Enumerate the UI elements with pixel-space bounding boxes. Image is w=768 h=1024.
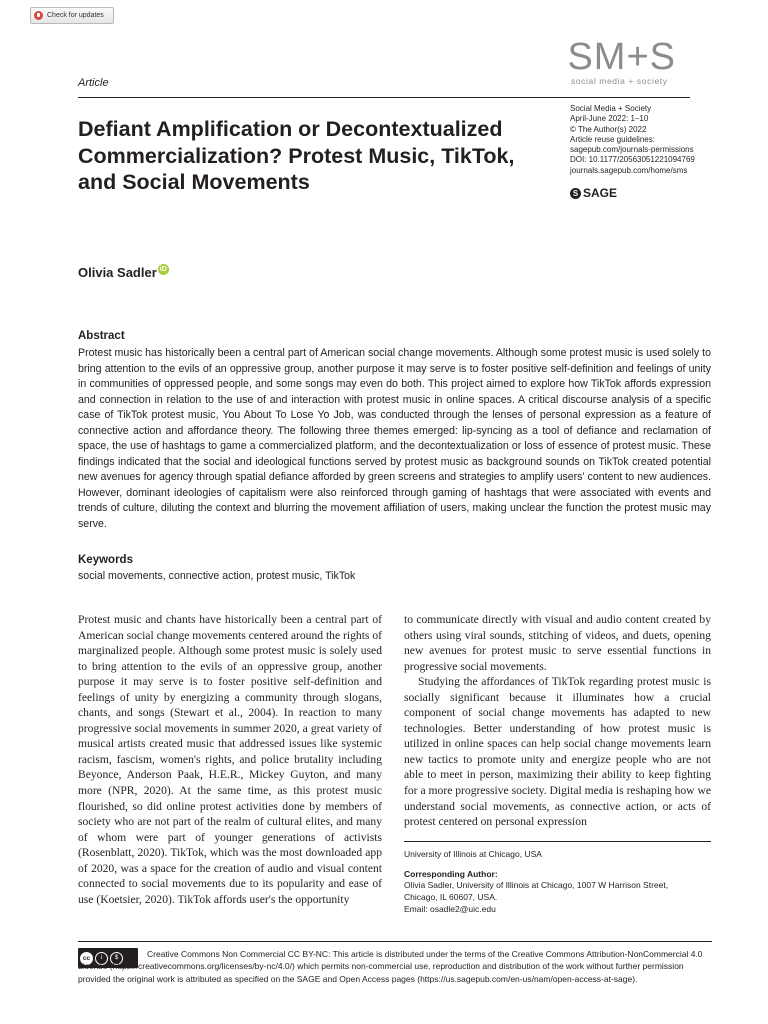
author-name: Olivia Sadler <box>78 265 157 280</box>
keywords-heading: Keywords <box>78 554 133 566</box>
journal-logo: SM+S <box>567 36 676 78</box>
orcid-icon[interactable]: iD <box>159 266 167 273</box>
meta-copyright: © The Author(s) 2022 <box>570 124 647 134</box>
abstract-heading: Abstract <box>78 330 125 342</box>
meta-permissions-link[interactable]: sagepub.com/journals-permissions <box>570 145 694 155</box>
sage-icon: S <box>570 188 581 199</box>
article-title: Defiant Amplification or Decontextualized Commercialization? Protest Music, TikTok, and Social Movements <box>78 117 515 194</box>
article-type-label: Article <box>78 77 109 89</box>
crossmark-icon <box>34 11 43 20</box>
meta-journal: Social Media + Society <box>570 104 652 113</box>
author-line <box>78 265 169 280</box>
by-icon: i <box>95 952 108 965</box>
corresponding-author-email[interactable]: Email: osadle2@uic.edu <box>404 903 496 914</box>
footnote-divider <box>404 841 711 842</box>
corresponding-author-line: Olivia Sadler, University of Illinois at Chicago, 1007 W Harrison Street, <box>404 880 669 891</box>
keywords-text: social movements, connective action, protest music, TikTok <box>78 570 356 582</box>
corresponding-author-heading: Corresponding Author: <box>404 868 498 879</box>
body-column-left <box>78 612 382 907</box>
cc-icon: cc <box>80 952 93 965</box>
license-text: Creative Commons Non Commercial CC BY-NC: This article is distributed under the terms of the Creative Commons Attribution-NonCommercial 4.0 License (https://creativecommons.org/licenses/by-nc/4.0/) which permits non-commercial use, reproduction and distribution of the work without further permission provided the original work is attributed as specified on the SAGE and Open Access pages (https://us.sagepub.com/en-us/nam/open-access-at-sage). <box>78 949 703 984</box>
affiliation: University of Illinois at Chicago, USA <box>404 849 542 859</box>
body-paragraph: Studying the affordances of TikTok regarding protest music is socially significant because it illuminates how a crucial component of social change movements has adapted to new technologies. Better understanding of how protest music is utilized in online spaces can help social change movements learn new tactics to promote unity and energize people who are not able to meet in person, maximizing their ability to keep fighting for a more progressive society. Digital media is reshaping how we understand social movements, as connective action, or acts of protest centered on personal expression <box>404 675 711 829</box>
body-paragraph: Protest music and chants have historically been a central part of American social change movements centered around the rights of marginalized people. Although some protest music is solely used to bring attention to the evils of an oppressive group, another purpose it may serve is to foster positive self-definition and feelings of unity by energizing a community through slogans, chants, and songs (Stewart et al., 2004). In reaction to many progressive social movements in summer 2020, a great variety of musical artists created music that addressed issues like systemic racism, fascism, women's rights, and police brutality including Beyonce, Anderson Paak, H.E.R., Mickey Guyton, and many more (NPR, 2020). At the same time, as this protest music flourished, so did online protest activities done by members of society who are not part of the realm of cultural elites, and many of whom were part of younger generations of activists (Rosenblatt, 2020). TikTok, which was the most downloaded app of 2020, was a space for the creation of audio and visual content connected to social movements due to its popularity and ease of use (Koetsier, 2020). TikTok affords user's the opportunity <box>78 613 382 906</box>
corresponding-author-address: Chicago, IL 60607, USA. <box>404 892 498 903</box>
publisher-name: SAGE <box>583 186 618 200</box>
body-column-right <box>404 612 711 830</box>
author-footnote <box>404 849 714 916</box>
publisher-logo <box>570 186 617 200</box>
journal-logo-subtitle: social media + society <box>571 76 668 86</box>
meta-doi[interactable]: DOI: 10.1177/20563051221094769 <box>570 155 695 165</box>
body-paragraph: to communicate directly with visual and audio content created by others using viral sounds, stitching of videos, and duets, opening new avenues for protest music to serve essential functions in progressive social movements. <box>404 613 711 673</box>
journal-meta <box>570 104 710 176</box>
abstract-text: Protest music has historically been a central part of American social change movements. Although some protest music is used solely to bring attention to the evils of an oppressive group, another purpose it may serve is to foster positive self-definition and feelings of unity in communities of oppressed people, and some songs may even do both. This project aimed to explore how TikTok affords expression and connection in relation to the use of and interaction with protest music in online spaces. A critical discourse analysis of a specific case of TikTok protest music, You About To Lose Yo Job, was conducted through the lenses of personal expression as a feature of connective action and affordance theory. The following three themes emerged: lip-syncing as a tool of defiance and reclamation of space, the use of hashtags to game a commercialized platform, and the decontextualization or loss of essence of protest music. These findings indicated that the social and ideological functions served by protest music as background sounds on TikTok created potential new avenues for agency through spatial defiance afforded by green screens and strategies to amplify users' content to new audiences. However, dominant ideologies of capitalism were also reinforced through gaming of hashtags that were associated with events and trends of culture, diluting the context and blurring the movement affiliation of users, making unclear the function the protest music may serve. <box>78 347 711 531</box>
check-for-updates-label: Check for updates <box>47 12 104 19</box>
meta-home-link[interactable]: journals.sagepub.com/home/sms <box>570 165 688 175</box>
header-divider <box>78 97 690 98</box>
license-divider <box>78 941 712 942</box>
meta-reuse: Article reuse guidelines: <box>570 134 655 144</box>
nc-icon: $ <box>110 952 123 965</box>
check-for-updates-button[interactable] <box>30 7 114 24</box>
meta-issue: April-June 2022: 1–10 <box>570 114 649 124</box>
